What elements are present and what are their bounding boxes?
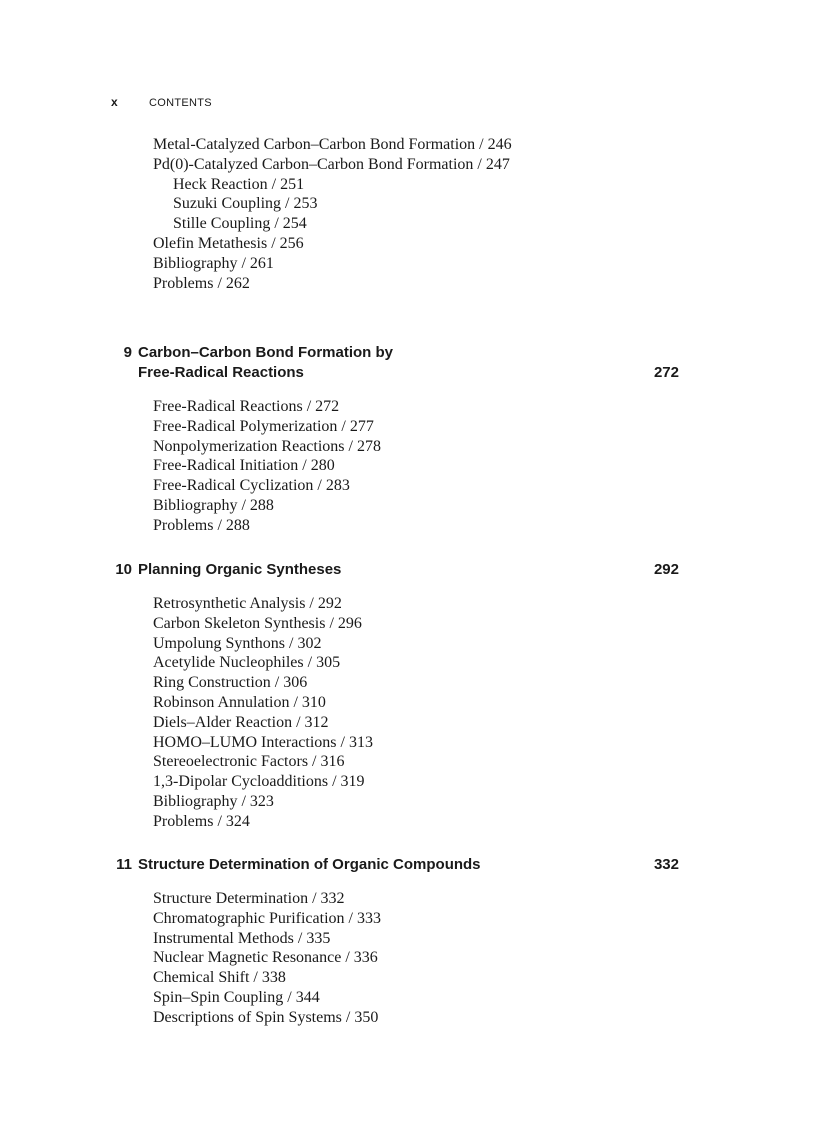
- toc-entry: Ring Construction / 306: [153, 674, 308, 692]
- toc-entry: Robinson Annulation / 310: [153, 693, 326, 711]
- toc-entry: Problems / 288: [153, 516, 250, 534]
- chapter-title-line-2: Free-Radical Reactions: [138, 364, 304, 381]
- toc-entry: Chemical Shift / 338: [153, 969, 286, 987]
- toc-entry: Umpolung Synthons / 302: [153, 634, 322, 652]
- toc-entry: Bibliography / 288: [153, 496, 274, 514]
- chapter-number: 11: [116, 856, 132, 873]
- toc-entry: Problems / 324: [153, 812, 250, 830]
- toc-entry: Nonpolymerization Reactions / 278: [153, 437, 381, 455]
- toc-entry: Free-Radical Polymerization / 277: [153, 417, 374, 435]
- toc-entry: HOMO–LUMO Interactions / 313: [153, 733, 373, 751]
- chapter-number: 9: [123, 344, 132, 361]
- toc-entry: Bibliography / 261: [153, 254, 274, 272]
- continuation-entry-list: [153, 135, 512, 293]
- toc-entry: Retrosynthetic Analysis / 292: [153, 595, 342, 612]
- chapter-heading-10: [111, 560, 679, 580]
- toc-entry: Metal-Catalyzed Carbon–Carbon Bond Formation / 246: [153, 136, 512, 153]
- toc-entry: Stereoelectronic Factors / 316: [153, 753, 345, 771]
- toc-entry: Pd(0)-Catalyzed Carbon–Carbon Bond Formation / 247: [153, 155, 510, 173]
- toc-subentry: Stille Coupling / 254: [173, 215, 307, 233]
- toc-entry: Bibliography / 323: [153, 792, 274, 810]
- toc-entry: Free-Radical Cyclization / 283: [153, 477, 350, 495]
- running-head: [111, 95, 212, 109]
- chapter-10-entry-list: [153, 594, 373, 832]
- toc-entry: Spin–Spin Coupling / 344: [153, 988, 320, 1006]
- toc-subentry: Suzuki Coupling / 253: [173, 195, 318, 213]
- toc-entry: Free-Radical Initiation / 280: [153, 457, 335, 475]
- chapter-title: Planning Organic Syntheses: [138, 561, 342, 578]
- toc-entry: Olefin Metathesis / 256: [153, 234, 304, 252]
- chapter-11-entry-list: [153, 889, 381, 1028]
- chapter-heading-9: [111, 343, 679, 383]
- running-head-title: CONTENTS: [149, 97, 212, 109]
- toc-entry: Free-Radical Reactions / 272: [153, 398, 340, 415]
- toc-entry: Structure Determination / 332: [153, 890, 345, 907]
- toc-entry: Carbon Skeleton Synthesis / 296: [153, 614, 362, 632]
- toc-entry: Descriptions of Spin Systems / 350: [153, 1008, 379, 1026]
- chapter-page: 332: [653, 856, 679, 873]
- chapter-title-line-1: Carbon–Carbon Bond Formation by: [138, 344, 393, 361]
- chapter-number: 10: [115, 561, 132, 578]
- toc-entry: Acetylide Nucleophiles / 305: [153, 654, 341, 672]
- chapter-heading-11: [111, 855, 679, 875]
- toc-entry: Problems / 262: [153, 274, 250, 292]
- chapter-9-entry-list: [153, 397, 381, 536]
- chapter-page: 292: [653, 561, 679, 578]
- chapter-page: 272: [653, 364, 679, 381]
- toc-entry: Instrumental Methods / 335: [153, 929, 331, 947]
- toc-entry: 1,3-Dipolar Cycloadditions / 319: [153, 773, 365, 791]
- page-number: x: [111, 95, 118, 109]
- toc-entry: Diels–Alder Reaction / 312: [153, 713, 329, 731]
- toc-entry: Nuclear Magnetic Resonance / 336: [153, 949, 378, 967]
- toc-subentry: Heck Reaction / 251: [173, 175, 305, 193]
- chapter-title: Structure Determination of Organic Compounds: [138, 856, 481, 873]
- toc-entry: Chromatographic Purification / 333: [153, 909, 381, 927]
